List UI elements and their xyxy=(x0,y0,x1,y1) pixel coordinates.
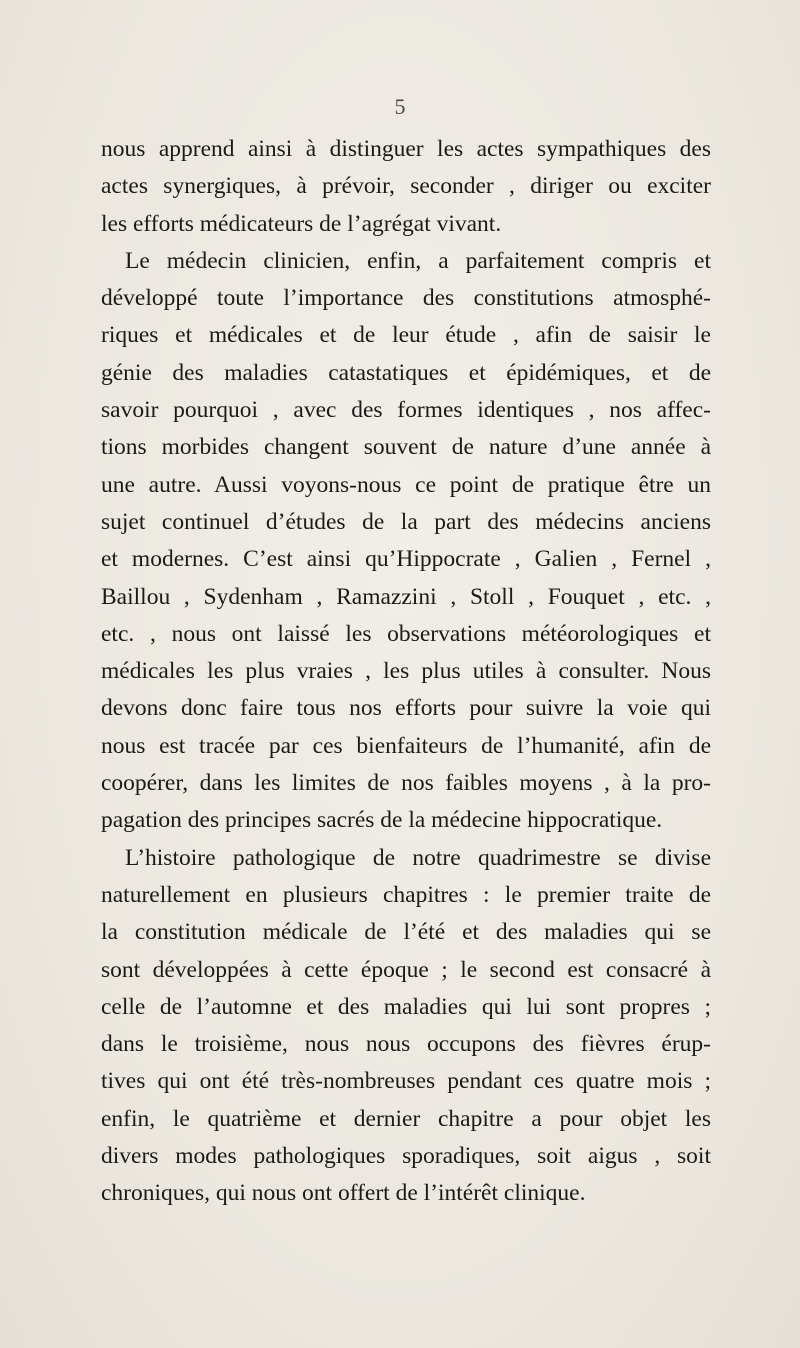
text-line: savoir pourquoi , avec des formes identiques , nos affec- xyxy=(101,397,711,424)
text-line: pagation des principes sacrés de la médecine hippocratique. xyxy=(101,807,663,834)
text-line: nous apprend ainsi à distinguer les actes sympathiques des xyxy=(101,136,711,162)
text-line: Baillou , Sydenham , Ramazzini , Stoll , Fouquet , etc. , xyxy=(101,583,711,610)
text-line: Le médecin clinicien, enfin, a parfaitement compris et xyxy=(125,247,711,274)
text-line: actes synergiques, à prévoir, seconder , diriger ou exciter xyxy=(101,173,711,200)
text-line: tives qui ont été très-nombreuses pendant ces quatre mois ; xyxy=(101,1068,711,1095)
text-line: riques et médicales et de leur étude , afin de saisir le xyxy=(101,322,711,349)
text-line: dans le troisième, nous nous occupons des fièvres érup- xyxy=(101,1031,711,1058)
text-line: une autre. Aussi voyons-nous ce point de pratique être un xyxy=(101,471,711,498)
body-text xyxy=(101,131,711,1213)
text-line: chroniques, qui nous ont offert de l’intérêt clinique. xyxy=(101,1180,586,1207)
text-line: devons donc faire tous nos efforts pour suivre la voie qui xyxy=(101,695,711,722)
page-number: 5 xyxy=(394,94,406,119)
text-line: sont développées à cette époque ; le second est consacré à xyxy=(101,956,711,983)
text-line: divers modes pathologiques sporadiques, soit aigus , soit xyxy=(101,1143,711,1170)
text-line: L’histoire pathologique de notre quadrimestre se divise xyxy=(125,844,711,871)
text-line: celle de l’automne et des maladies qui lui sont propres ; xyxy=(101,993,711,1020)
text-line: etc. , nous ont laissé les observations météorologiques et xyxy=(101,620,711,647)
text-line: coopérer, dans les limites de nos faibles moyens , à la pro- xyxy=(101,770,711,797)
text-line: les efforts médicateurs de l’agrégat vivant. xyxy=(101,210,502,237)
text-line: médicales les plus vraies , les plus utiles à consulter. Nous xyxy=(101,658,711,685)
text-line: enfin, le quatrième et dernier chapitre a pour objet les xyxy=(101,1105,711,1132)
text-line: sujet continuel d’études de la part des médecins anciens xyxy=(101,508,711,535)
text-line: génie des maladies catastatiques et épidémiques, et de xyxy=(101,359,711,386)
text-line: naturellement en plusieurs chapitres : le premier traite de xyxy=(101,881,711,908)
text-line: la constitution médicale de l’été et des maladies qui se xyxy=(101,919,711,946)
text-line: développé toute l’importance des constitutions atmosphé- xyxy=(101,285,711,312)
text-line: tions morbides changent souvent de nature d’une année à xyxy=(101,434,711,461)
text-line: et modernes. C’est ainsi qu’Hippocrate , Galien , Fernel , xyxy=(101,546,711,573)
text-line: nous est tracée par ces bienfaiteurs de l’humanité, afin de xyxy=(101,732,711,759)
